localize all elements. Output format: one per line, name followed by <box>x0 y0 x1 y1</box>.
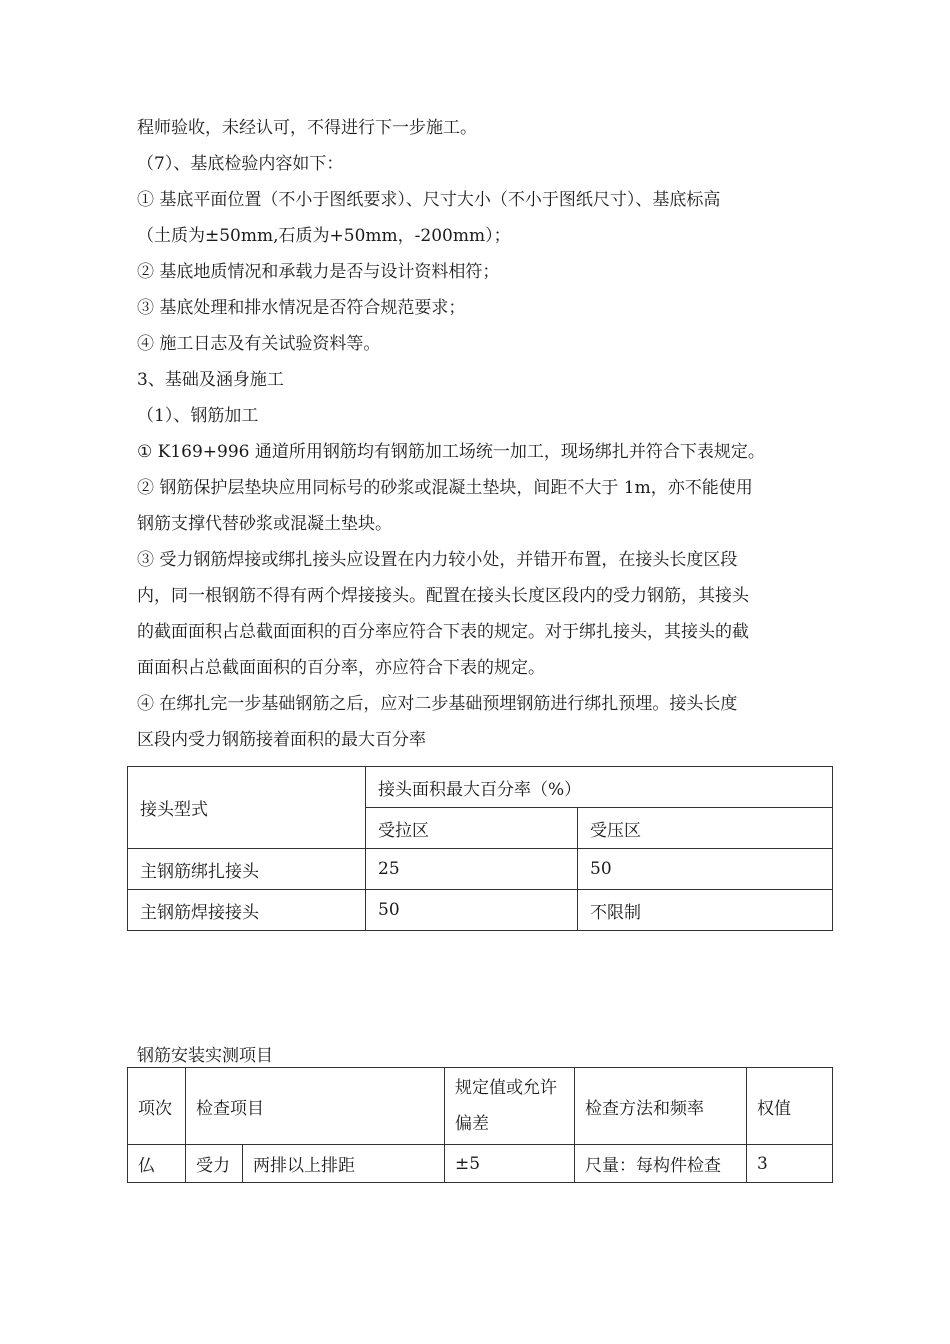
table-row <box>128 1145 833 1183</box>
header-weight: 权值 <box>747 1068 833 1145</box>
cell-compression: 50 <box>578 849 833 890</box>
paragraph-line: 面面积占总截面面积的百分率，亦应符合下表的规定。 <box>137 658 545 678</box>
paragraph-line: ③ 基底处理和排水情况是否符合规范要求； <box>137 298 466 318</box>
cell-tension: 25 <box>366 849 578 890</box>
cell-category: 受力 <box>186 1145 243 1183</box>
paragraph-line: 内，同一根钢筋不得有两个焊接接头。配置在接头长度区段内的受力钢筋，其接头 <box>137 586 749 606</box>
table-row <box>128 890 833 931</box>
cell-joint-type: 主钢筋绑扎接头 <box>128 849 366 890</box>
joint-percentage-table <box>127 766 833 931</box>
section-heading: 3、基础及涵身施工 <box>137 370 284 390</box>
header-max-rate: 接头面积最大百分率（%） <box>366 767 833 808</box>
paragraph-line: ② 基底地质情况和承载力是否与设计资料相符； <box>137 262 500 282</box>
header-joint-type: 接头型式 <box>128 767 366 849</box>
paragraph-line: ③ 受力钢筋焊接或绑扎接头应设置在内力较小处，并错开布置，在接头长度区段 <box>137 550 738 570</box>
paragraph-line: ① 基底平面位置（不小于图纸要求）、尺寸大小（不小于图纸尺寸）、基底标高 <box>137 190 721 210</box>
paragraph-line: 区段内受力钢筋接着面积的最大百分率 <box>137 730 426 750</box>
cell-tension: 50 <box>366 890 578 931</box>
paragraph-line: （土质为±50mm,石质为+50mm，-200mm）； <box>137 226 511 246</box>
paragraph-line: ④ 在绑扎完一步基础钢筋之后，应对二步基础预埋钢筋进行绑扎预埋。接头长度 <box>137 694 738 714</box>
paragraph-line: ② 钢筋保护层垫块应用同标号的砂浆或混凝土垫块，间距不大于 1m，亦不能使用 <box>137 478 753 498</box>
header-spec: 规定值或允许偏差 <box>445 1068 575 1145</box>
cell-spec: ±5 <box>445 1145 575 1183</box>
paragraph-line: ① K169+996 通道所用钢筋均有钢筋加工场统一加工，现场绑扎并符合下表规定。 <box>137 442 765 462</box>
cell-sub-item: 两排以上排距 <box>243 1145 445 1183</box>
paragraph-line: （7）、基底检验内容如下： <box>137 154 344 174</box>
table-caption: 钢筋安装实测项目 <box>137 1046 273 1066</box>
cell-method: 尺量：每构件检查 <box>575 1145 747 1183</box>
paragraph-line: 钢筋支撑代替砂浆或混凝土垫块。 <box>137 514 392 534</box>
cell-item-no: 仏 <box>128 1145 186 1183</box>
cell-joint-type: 主钢筋焊接接头 <box>128 890 366 931</box>
paragraph-line: 程师验收，未经认可，不得进行下一步施工。 <box>137 118 477 138</box>
header-item-no: 项次 <box>128 1068 186 1145</box>
subsection-heading: （1）、钢筋加工 <box>137 406 259 426</box>
header-compression-zone: 受压区 <box>578 808 833 849</box>
rebar-inspection-table <box>127 1067 833 1183</box>
table-row <box>128 849 833 890</box>
paragraph-line: ④ 施工日志及有关试验资料等。 <box>137 334 381 354</box>
cell-weight: 3 <box>747 1145 833 1183</box>
header-tension-zone: 受拉区 <box>366 808 578 849</box>
cell-compression: 不限制 <box>578 890 833 931</box>
paragraph-line: 的截面面积占总截面面积的百分率应符合下表的规定。对于绑扎接头，其接头的截 <box>137 622 749 642</box>
header-method: 检查方法和频率 <box>575 1068 747 1145</box>
header-check-item: 检查项目 <box>186 1068 445 1145</box>
